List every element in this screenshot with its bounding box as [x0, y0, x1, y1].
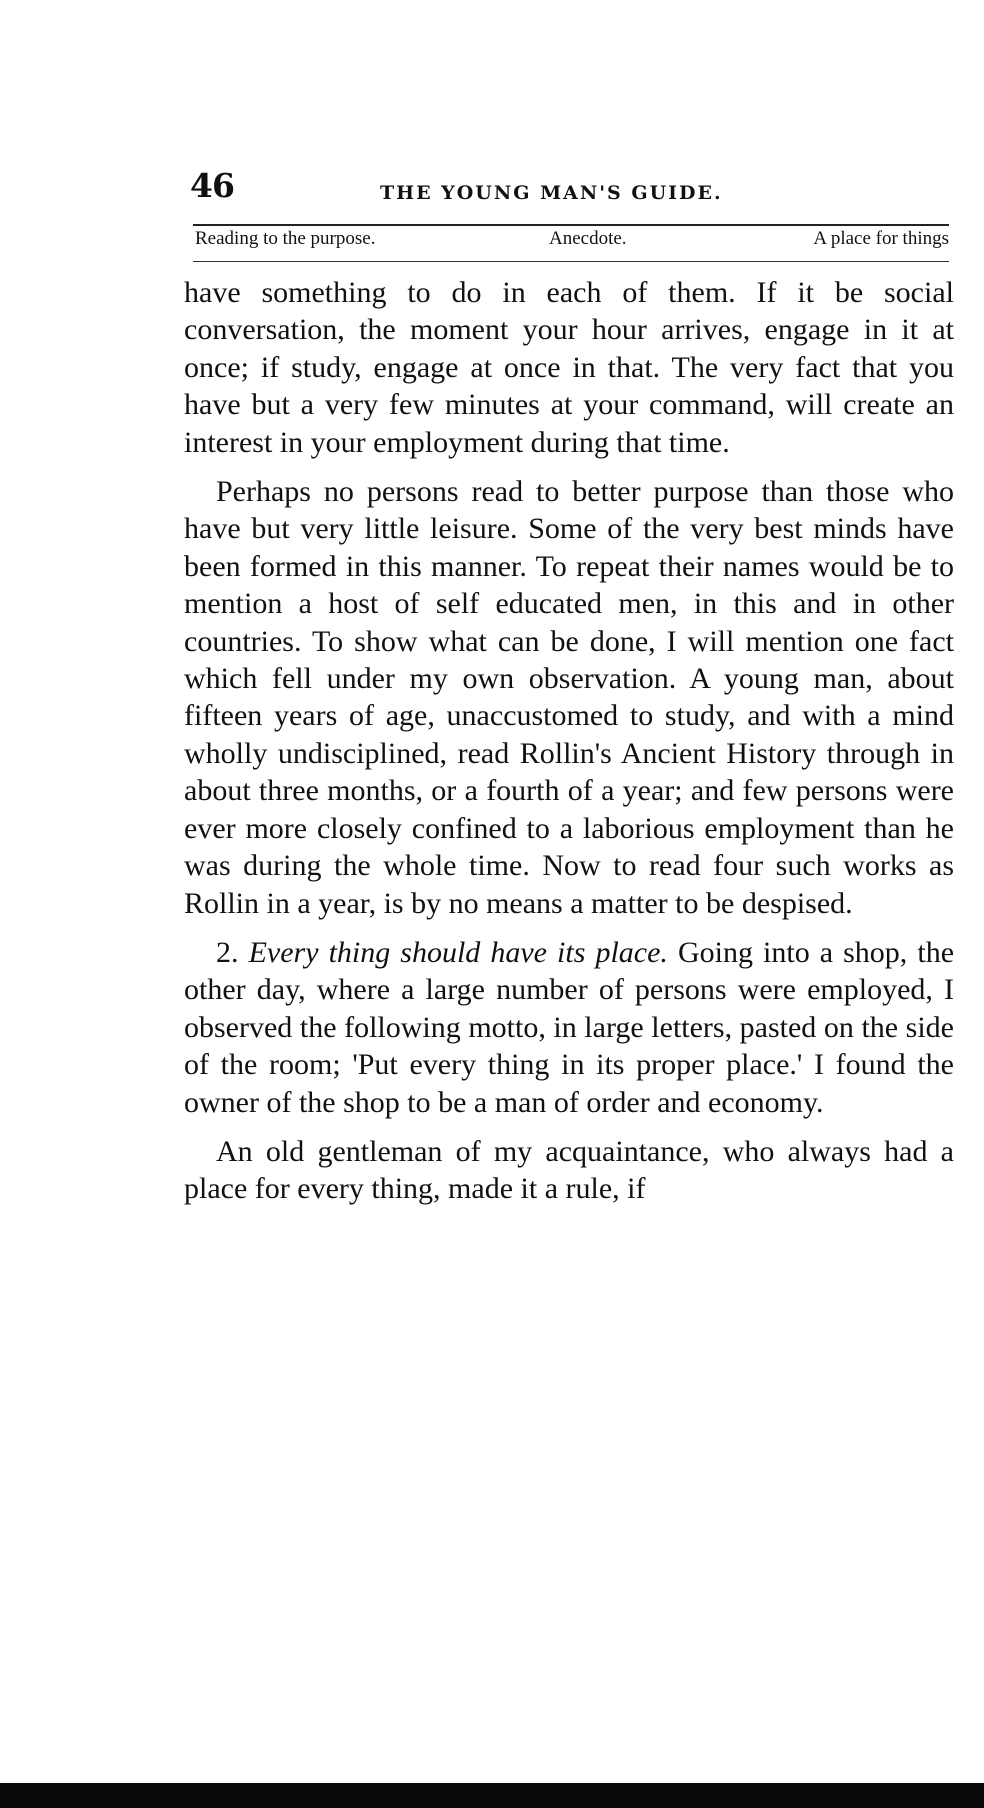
italic-heading: Every thing should have its place.	[248, 935, 668, 969]
subheading-reading: Reading to the purpose.	[195, 228, 376, 249]
running-head	[190, 166, 950, 210]
paragraph-number: 2.	[216, 935, 239, 969]
paragraph-continuation: have something to do in each of them. If it be social conversation, the moment your hour arrives, engage in it at once; if study, engage at once in that. The very fact that you have but a very few minutes at your command, will create an interest in your employment during that time.	[184, 276, 954, 459]
header-rule-bottom	[193, 261, 949, 262]
paragraph-place	[184, 934, 954, 1121]
book-title: THE YOUNG MAN'S GUIDE.	[380, 182, 723, 204]
subheading-anecdote: Anecdote.	[549, 228, 627, 249]
subheading-place: A place for things	[813, 228, 949, 249]
body-text	[184, 274, 954, 1208]
section-subheadings	[193, 226, 949, 256]
paragraph-old-gentleman: An old gentleman of my acquaintance, who always had a place for every thing, made it a rule, if	[184, 1134, 954, 1206]
paragraph-place-text: Going into a shop, the other day, where a large number of persons were employed, I observed the following motto, in large letters, pasted on the side of the room; 'Put every thing in its proper place.' I found the owner of the shop to be a man of order and economy.	[184, 935, 955, 1119]
scan-edge-bar	[0, 1783, 984, 1808]
paragraph-reading: Perhaps no persons read to better purpose than those who have but very little leisure. Some of the very best minds have been formed in this manner. To repeat their names would be to mention a host of self educated men, in this and in other countries. To show what can be done, I will mention one fact which fell under my own observation. A young man, about fifteen years of age, unaccustomed to study, and with a mind wholly undisciplined, read Rollin's Ancient History through in about three months, or a fourth of a year; and few persons were ever more closely confined to a laborious employment than he was during the whole time. Now to read four such works as Rollin in a year, is by no means a matter to be despised.	[184, 475, 954, 920]
page-number: 46	[190, 166, 234, 205]
